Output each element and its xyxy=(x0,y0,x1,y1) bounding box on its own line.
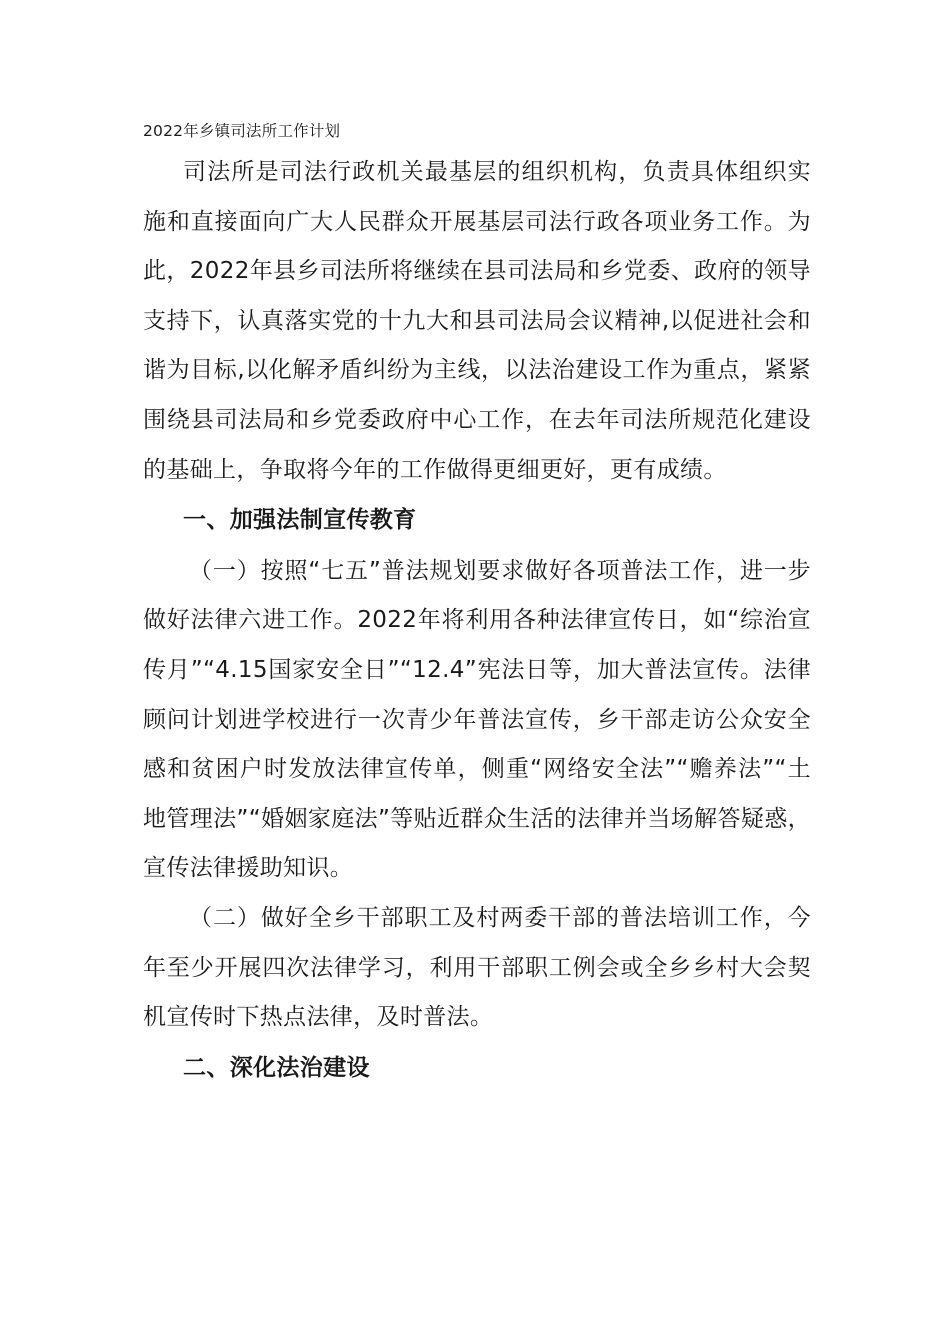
section-2-heading: 二、深化法治建设 xyxy=(183,1054,370,1081)
section-1-item-1: （一）按照“七五”普法规划要求做好各项普法工作，进一步做好法律六进工作。2022年将利用各种法律宣传日，如“综治宣传月”“4.15国家安全日”“12.4”宪法日等，加大普法宣传。法律顾问计划进学校进行一次青少年普法宣传，乡干部走访公众安全感和贫困户时发放法律宣传单，侧重“网络安全法”“赡养法”“土地管理法”“婚姻家庭法”等贴近群众生活的法律并当场解答疑惑，宣传法律援助知识。 xyxy=(143,557,811,882)
section-1-heading: 一、加强法制宣传教育 xyxy=(183,507,417,534)
document-title: 2022年乡镇司法所工作计划 xyxy=(143,122,341,140)
section-1-item-2: （二）做好全乡干部职工及村两委干部的普法培训工作，今年至少开展四次法律学习，利用干部职工例会或全乡乡村大会契机宣传时下热点法律，及时普法。 xyxy=(143,904,811,1031)
document-page xyxy=(143,119,811,1094)
intro-paragraph: 司法所是司法行政机关最基层的组织机构，负责具体组织实施和直接面向广大人民群众开展基层司法行政各项业务工作。为此，2022年县乡司法所将继续在县司法局和乡党委、政府的领导支持下，认真落实党的十九大和县司法局会议精神,以促进社会和谐为目标,以化解矛盾纠纷为主线，以法治建设工作为重点，紧紧围绕县司法局和乡党委政府中心工作，在去年司法所规范化建设的基础上，争取将今年的工作做得更细更好，更有成绩。 xyxy=(143,159,811,483)
